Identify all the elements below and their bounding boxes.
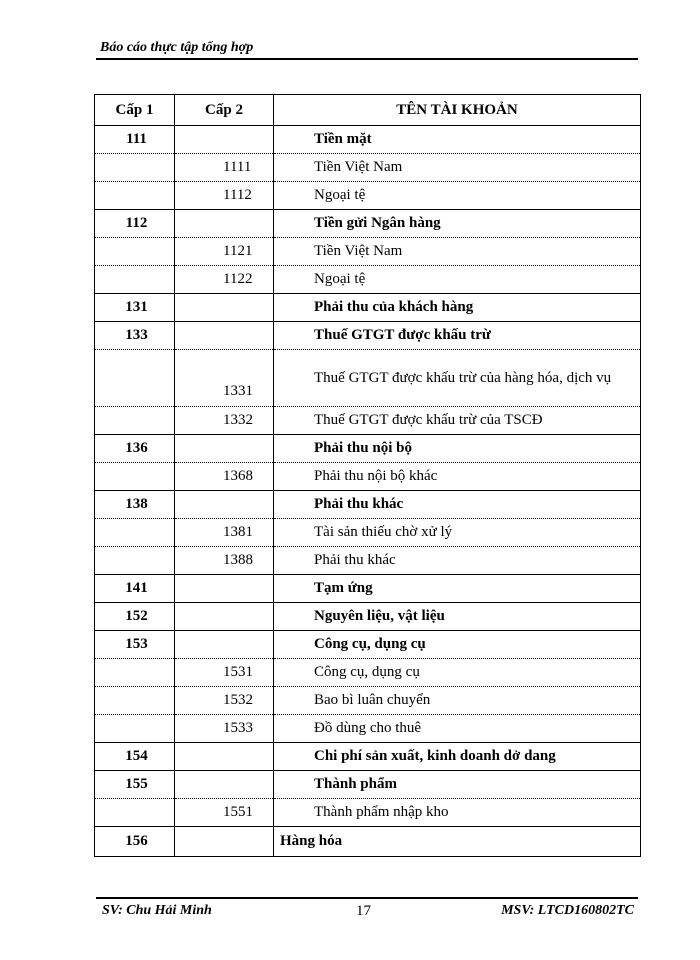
cap1-cell: 141 (95, 575, 175, 603)
account-name-cell: Thành phẩm (274, 771, 641, 799)
cap1-cell (95, 715, 175, 743)
cap2-cell (175, 210, 274, 238)
account-name-cell: Phải thu của khách hàng (274, 294, 641, 322)
cap2-cell: 1112 (175, 182, 274, 210)
cap2-cell: 1331 (175, 350, 274, 407)
cap1-cell: 156 (95, 827, 175, 857)
cap2-cell (175, 322, 274, 350)
account-name-cell: Tạm ứng (274, 575, 641, 603)
cap1-cell (95, 799, 175, 827)
cap2-cell (175, 631, 274, 659)
cap2-cell: 1111 (175, 154, 274, 182)
cap2-cell (175, 294, 274, 322)
cap1-cell: 154 (95, 743, 175, 771)
cap1-cell: 153 (95, 631, 175, 659)
table-row (95, 603, 641, 631)
account-name-cell: Thành phẩm nhập kho (274, 799, 641, 827)
table-row (95, 154, 641, 182)
cap2-cell (175, 491, 274, 519)
table-row (95, 631, 641, 659)
account-name-cell: Tiền mặt (274, 126, 641, 154)
account-name-cell: Phải thu khác (274, 547, 641, 575)
cap2-cell: 1381 (175, 519, 274, 547)
cap1-cell: 133 (95, 322, 175, 350)
table-row (95, 463, 641, 491)
account-name-cell: Đồ dùng cho thuê (274, 715, 641, 743)
cap1-cell: 136 (95, 435, 175, 463)
table-row (95, 182, 641, 210)
account-name-cell: Thuế GTGT được khấu trừ (274, 322, 641, 350)
footer-student-name: SV: Chu Hải Minh (102, 903, 212, 918)
cap2-cell: 1332 (175, 407, 274, 435)
account-name-cell: Nguyên liệu, vật liệu (274, 603, 641, 631)
cap1-cell: 138 (95, 491, 175, 519)
cap1-cell (95, 350, 175, 407)
table-row (95, 294, 641, 322)
page-header-title: Báo cáo thực tập tổng hợp (100, 40, 254, 55)
column-header-cap1: Cấp 1 (95, 95, 175, 126)
table-row (95, 799, 641, 827)
table-row (95, 687, 641, 715)
cap2-cell: 1551 (175, 799, 274, 827)
table-header-row (95, 95, 641, 126)
footer-student-id: MSV: LTCD160802TC (501, 903, 634, 918)
cap1-cell (95, 519, 175, 547)
account-name-cell: Phải thu nội bộ khác (274, 463, 641, 491)
cap1-cell: 111 (95, 126, 175, 154)
account-name-cell: Thuế GTGT được khấu trừ của hàng hóa, dịch vụ (274, 350, 641, 407)
cap2-cell: 1121 (175, 238, 274, 266)
column-header-account-name: TÊN TÀI KHOẢN (274, 95, 641, 126)
account-name-cell: Phải thu khác (274, 491, 641, 519)
account-table (94, 94, 641, 857)
table-row (95, 407, 641, 435)
table-row (95, 210, 641, 238)
cap2-cell: 1533 (175, 715, 274, 743)
table-row (95, 771, 641, 799)
table-row (95, 827, 641, 857)
cap1-cell (95, 687, 175, 715)
table-row (95, 575, 641, 603)
cap1-cell: 152 (95, 603, 175, 631)
account-name-cell: Chi phí sản xuất, kinh doanh dở dang (274, 743, 641, 771)
table-row (95, 238, 641, 266)
cap1-cell (95, 659, 175, 687)
account-name-cell: Tiền Việt Nam (274, 154, 641, 182)
account-name-cell: Hàng hóa (274, 827, 641, 857)
account-name-cell: Phải thu nội bộ (274, 435, 641, 463)
cap2-cell (175, 126, 274, 154)
account-name-cell: Tài sản thiếu chờ xử lý (274, 519, 641, 547)
cap2-cell: 1122 (175, 266, 274, 294)
cap1-cell (95, 407, 175, 435)
account-name-cell: Thuế GTGT được khấu trừ của TSCĐ (274, 407, 641, 435)
cap2-cell (175, 827, 274, 857)
cap2-cell: 1368 (175, 463, 274, 491)
account-name-cell: Công cụ, dụng cụ (274, 631, 641, 659)
account-name-cell: Tiền Việt Nam (274, 238, 641, 266)
table-row (95, 547, 641, 575)
header-divider (96, 58, 638, 60)
cap2-cell (175, 771, 274, 799)
table-row (95, 715, 641, 743)
cap2-cell: 1532 (175, 687, 274, 715)
table-row (95, 322, 641, 350)
cap2-cell (175, 575, 274, 603)
table-row (95, 435, 641, 463)
cap1-cell (95, 547, 175, 575)
table-row (95, 659, 641, 687)
cap2-cell (175, 743, 274, 771)
cap1-cell: 131 (95, 294, 175, 322)
cap1-cell (95, 154, 175, 182)
account-name-cell: Ngoại tệ (274, 182, 641, 210)
column-header-cap2: Cấp 2 (175, 95, 274, 126)
table-row (95, 350, 641, 407)
account-name-cell: Bao bì luân chuyển (274, 687, 641, 715)
cap1-cell: 155 (95, 771, 175, 799)
footer-divider (96, 897, 638, 899)
cap1-cell (95, 238, 175, 266)
cap1-cell (95, 266, 175, 294)
cap2-cell (175, 603, 274, 631)
cap1-cell: 112 (95, 210, 175, 238)
cap2-cell: 1388 (175, 547, 274, 575)
table-row (95, 266, 641, 294)
table-row (95, 491, 641, 519)
cap2-cell: 1531 (175, 659, 274, 687)
page-number: 17 (356, 903, 371, 919)
account-name-cell: Ngoại tệ (274, 266, 641, 294)
account-name-cell: Tiền gửi Ngân hàng (274, 210, 641, 238)
cap1-cell (95, 463, 175, 491)
cap1-cell (95, 182, 175, 210)
cap2-cell (175, 435, 274, 463)
table-row (95, 519, 641, 547)
table-row (95, 126, 641, 154)
account-name-cell: Công cụ, dụng cụ (274, 659, 641, 687)
table-row (95, 743, 641, 771)
